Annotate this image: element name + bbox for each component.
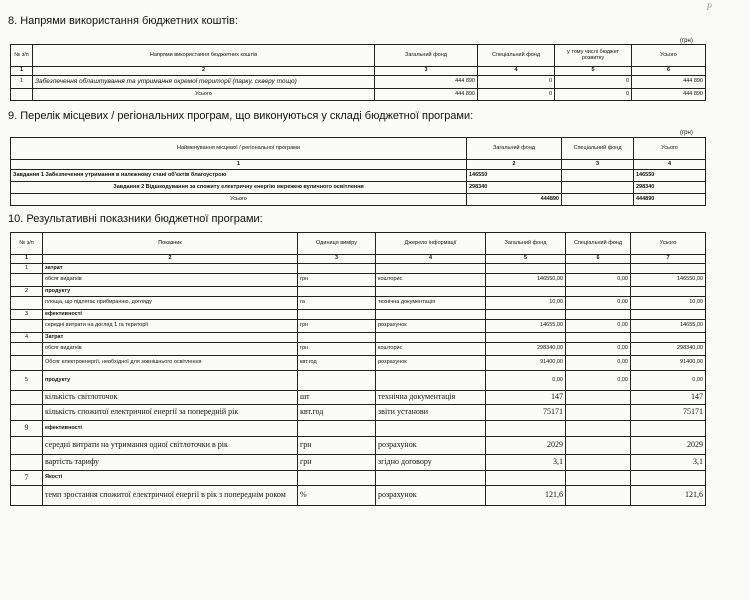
information-source bbox=[376, 310, 486, 320]
total-label: Усього bbox=[33, 89, 375, 101]
information-source: звіти установи bbox=[376, 405, 486, 421]
special-fund: 0 bbox=[478, 76, 555, 89]
special-fund: 0,00 bbox=[566, 320, 631, 333]
general-fund: 14655,00 bbox=[486, 320, 566, 333]
corner-mark: Р bbox=[706, 2, 712, 12]
section-8-units: (грн) bbox=[680, 38, 693, 44]
number-cell: 3 bbox=[298, 255, 376, 264]
general-fund: 298340 bbox=[467, 182, 562, 194]
indicator-name: обсяг видатків bbox=[43, 343, 298, 356]
special-fund: 0,00 bbox=[566, 297, 631, 310]
general-fund: 121,6 bbox=[486, 486, 566, 506]
indicator-group-row bbox=[11, 310, 706, 320]
indicator-name: середні витрати на догляд 1 га території bbox=[43, 320, 298, 333]
number-cell: 3 bbox=[562, 160, 634, 170]
indicator-name: кількість спожитої електричної енергії за попередній рік bbox=[43, 405, 298, 421]
row-total: 10,00 bbox=[631, 297, 706, 310]
header-cell: Спеціальний фонд bbox=[562, 138, 634, 160]
indicator-name: Обсяг електроенергії, необхідної для зовнішнього освітлення bbox=[43, 356, 298, 371]
indicator-group-row bbox=[11, 421, 706, 437]
total-general-fund: 444 890 bbox=[375, 89, 478, 101]
row-number: 7 bbox=[11, 471, 43, 486]
grand-total: 444890 bbox=[634, 194, 706, 206]
indicator-row bbox=[11, 274, 706, 287]
section-9-units: (грн) bbox=[680, 130, 693, 136]
unit-of-measure: квт.год bbox=[298, 405, 376, 421]
indicator-group-row bbox=[11, 371, 706, 391]
row-total: 298340 bbox=[634, 182, 706, 194]
number-cell: 2 bbox=[33, 67, 375, 76]
header-cell: Загальний фонд bbox=[467, 138, 562, 160]
general-fund bbox=[486, 471, 566, 486]
row-total: 444 890 bbox=[632, 76, 706, 89]
special-fund bbox=[566, 437, 631, 455]
special-fund bbox=[566, 287, 631, 297]
direction-name: Забезпечення облаштування та утримання окремої території (парку, скверу тощо) bbox=[33, 76, 375, 89]
general-fund bbox=[486, 333, 566, 343]
unit-of-measure: шт bbox=[298, 391, 376, 405]
table-row bbox=[11, 170, 706, 182]
grand-total: 444 890 bbox=[632, 89, 706, 101]
unit-of-measure: грн bbox=[298, 274, 376, 287]
general-fund: 146550 bbox=[467, 170, 562, 182]
row-total: 2029 bbox=[631, 437, 706, 455]
indicator-group-name: затрат bbox=[43, 264, 298, 274]
row-number bbox=[11, 297, 43, 310]
general-fund: 3,1 bbox=[486, 455, 566, 471]
row-total bbox=[631, 310, 706, 320]
unit-of-measure bbox=[298, 287, 376, 297]
table-numbering-row bbox=[11, 160, 706, 170]
number-cell: 6 bbox=[566, 255, 631, 264]
information-source bbox=[376, 264, 486, 274]
table-row bbox=[11, 182, 706, 194]
header-cell: № з/п bbox=[11, 233, 43, 255]
unit-of-measure bbox=[298, 310, 376, 320]
special-fund: 0,00 bbox=[566, 356, 631, 371]
information-source: технічна документація bbox=[376, 297, 486, 310]
header-cell: № з/п bbox=[11, 45, 33, 67]
row-number bbox=[11, 486, 43, 506]
total-development-budget: 0 bbox=[555, 89, 632, 101]
row-number: 1 bbox=[11, 76, 33, 89]
row-total: 3,1 bbox=[631, 455, 706, 471]
unit-of-measure bbox=[298, 371, 376, 391]
general-fund bbox=[486, 421, 566, 437]
row-number bbox=[11, 437, 43, 455]
indicator-group-name: продукту bbox=[43, 287, 298, 297]
number-cell: 4 bbox=[478, 67, 555, 76]
general-fund bbox=[486, 264, 566, 274]
row-number bbox=[11, 343, 43, 356]
unit-of-measure: га bbox=[298, 297, 376, 310]
information-source bbox=[376, 471, 486, 486]
indicator-row bbox=[11, 486, 706, 506]
special-fund bbox=[566, 310, 631, 320]
header-cell: Усього bbox=[631, 233, 706, 255]
number-cell: 7 bbox=[631, 255, 706, 264]
general-fund: 444 890 bbox=[375, 76, 478, 89]
row-total: 121,6 bbox=[631, 486, 706, 506]
section-10-title: 10. Результативні показники бюджетної програми: bbox=[8, 213, 263, 225]
information-source: згідно договору bbox=[376, 455, 486, 471]
indicator-name: темп зростання спожитої електричної енергії в рік з попереднім роком bbox=[43, 486, 298, 506]
special-fund bbox=[566, 264, 631, 274]
information-source: розрахунок bbox=[376, 486, 486, 506]
indicator-row bbox=[11, 297, 706, 310]
indicator-name: середні витрати на утримання одної світлоточки в рік bbox=[43, 437, 298, 455]
indicator-group-row bbox=[11, 264, 706, 274]
indicator-group-name: ефективності bbox=[43, 310, 298, 320]
number-cell: 2 bbox=[43, 255, 298, 264]
indicators-table bbox=[10, 232, 706, 506]
header-cell: Показник bbox=[43, 233, 298, 255]
number-cell: 5 bbox=[486, 255, 566, 264]
special-fund bbox=[566, 421, 631, 437]
general-fund: 298340,00 bbox=[486, 343, 566, 356]
number-cell: 4 bbox=[634, 160, 706, 170]
information-source bbox=[376, 287, 486, 297]
section-9-title: 9. Перелік місцевих / регіональних програм, що виконуються у складі бюджетної програми: bbox=[8, 110, 474, 122]
general-fund: 0,00 bbox=[486, 371, 566, 391]
number-cell: 1 bbox=[11, 160, 467, 170]
row-total: 298340,00 bbox=[631, 343, 706, 356]
header-cell: у тому числі бюджет розвитку bbox=[555, 45, 632, 67]
unit-of-measure: грн bbox=[298, 437, 376, 455]
indicator-group-name: Затрат bbox=[43, 333, 298, 343]
indicator-group-row bbox=[11, 471, 706, 486]
indicator-name: площа, що підлягає прибиранню, догляду bbox=[43, 297, 298, 310]
indicator-group-name: продукту bbox=[43, 371, 298, 391]
number-cell: 6 bbox=[632, 67, 706, 76]
program-name: Завдання 2 Відшкодування за спожиту електричну енергію мережею вуличного освітлення bbox=[11, 182, 467, 194]
unit-of-measure: грн bbox=[298, 455, 376, 471]
general-fund bbox=[486, 310, 566, 320]
unit-of-measure: грн bbox=[298, 320, 376, 333]
indicator-row bbox=[11, 437, 706, 455]
row-total bbox=[631, 421, 706, 437]
header-cell: Загальний фонд bbox=[486, 233, 566, 255]
special-fund bbox=[566, 455, 631, 471]
row-total: 75171 bbox=[631, 405, 706, 421]
row-total bbox=[631, 471, 706, 486]
information-source bbox=[376, 333, 486, 343]
row-number bbox=[11, 455, 43, 471]
header-cell: Найменування місцевої / регіональної програми bbox=[11, 138, 467, 160]
header-cell: Загальний фонд bbox=[375, 45, 478, 67]
table-header-row bbox=[11, 45, 706, 67]
header-cell: Напрями використання бюджетних коштів bbox=[33, 45, 375, 67]
table-header-row bbox=[11, 138, 706, 160]
programs-table bbox=[10, 137, 706, 206]
information-source: технічна документація bbox=[376, 391, 486, 405]
header-cell: Усього bbox=[632, 45, 706, 67]
indicator-name: вартість тарифу bbox=[43, 455, 298, 471]
information-source bbox=[376, 371, 486, 391]
row-number: 9 bbox=[11, 421, 43, 437]
header-cell: Одиниця виміру bbox=[298, 233, 376, 255]
table-numbering-row bbox=[11, 255, 706, 264]
general-fund: 146550,00 bbox=[486, 274, 566, 287]
row-number: 1 bbox=[11, 264, 43, 274]
indicator-name: кількість світлоточок bbox=[43, 391, 298, 405]
information-source: кошторис bbox=[376, 343, 486, 356]
header-cell: Усього bbox=[634, 138, 706, 160]
row-number bbox=[11, 391, 43, 405]
special-fund: 0,00 bbox=[566, 371, 631, 391]
number-cell: 4 bbox=[376, 255, 486, 264]
special-fund bbox=[562, 182, 634, 194]
row-total: 91400,00 bbox=[631, 356, 706, 371]
header-cell: Спеціальний фонд bbox=[566, 233, 631, 255]
directions-table bbox=[10, 44, 706, 101]
special-fund bbox=[566, 333, 631, 343]
number-cell: 1 bbox=[11, 255, 43, 264]
unit-of-measure bbox=[298, 471, 376, 486]
total-special-fund bbox=[562, 194, 634, 206]
indicator-group-row bbox=[11, 333, 706, 343]
general-fund: 147 bbox=[486, 391, 566, 405]
row-total: 0,00 bbox=[631, 371, 706, 391]
table-header-row bbox=[11, 233, 706, 255]
information-source: розрахунок bbox=[376, 437, 486, 455]
special-fund: 0,00 bbox=[566, 343, 631, 356]
row-total: 14655,00 bbox=[631, 320, 706, 333]
row-total bbox=[631, 287, 706, 297]
general-fund bbox=[486, 287, 566, 297]
row-total bbox=[631, 333, 706, 343]
number-cell: 2 bbox=[467, 160, 562, 170]
indicator-row bbox=[11, 320, 706, 333]
indicator-row bbox=[11, 356, 706, 371]
information-source: розрахунок bbox=[376, 356, 486, 371]
information-source bbox=[376, 421, 486, 437]
row-number: 5 bbox=[11, 371, 43, 391]
indicator-row bbox=[11, 405, 706, 421]
unit-of-measure bbox=[298, 264, 376, 274]
general-fund: 10,00 bbox=[486, 297, 566, 310]
row-number bbox=[11, 320, 43, 333]
indicator-row bbox=[11, 343, 706, 356]
special-fund bbox=[566, 405, 631, 421]
unit-of-measure bbox=[298, 421, 376, 437]
indicator-group-name: ефективності bbox=[43, 421, 298, 437]
unit-of-measure: квт.год bbox=[298, 356, 376, 371]
total-general-fund: 444890 bbox=[467, 194, 562, 206]
table-total-row bbox=[11, 89, 706, 101]
unit-of-measure bbox=[298, 333, 376, 343]
indicator-row bbox=[11, 455, 706, 471]
row-total: 146550 bbox=[634, 170, 706, 182]
number-cell: 1 bbox=[11, 67, 33, 76]
number-cell: 3 bbox=[375, 67, 478, 76]
general-fund: 75171 bbox=[486, 405, 566, 421]
table-row bbox=[11, 76, 706, 89]
indicator-group-name: Якості bbox=[43, 471, 298, 486]
special-fund bbox=[566, 486, 631, 506]
special-fund bbox=[566, 391, 631, 405]
row-total: 146550,00 bbox=[631, 274, 706, 287]
total-special-fund: 0 bbox=[478, 89, 555, 101]
unit-of-measure: грн bbox=[298, 343, 376, 356]
section-8-title: 8. Напрями використання бюджетних коштів: bbox=[8, 15, 238, 27]
development-budget: 0 bbox=[555, 76, 632, 89]
row-number: 4 bbox=[11, 333, 43, 343]
general-fund: 91400,00 bbox=[486, 356, 566, 371]
indicator-group-row bbox=[11, 287, 706, 297]
indicators-body bbox=[11, 264, 706, 506]
number-cell: 5 bbox=[555, 67, 632, 76]
special-fund: 0,00 bbox=[566, 274, 631, 287]
total-label: Усього bbox=[11, 194, 467, 206]
row-total bbox=[631, 264, 706, 274]
table-numbering-row bbox=[11, 67, 706, 76]
table-total-row bbox=[11, 194, 706, 206]
row-number bbox=[11, 405, 43, 421]
row-number bbox=[11, 274, 43, 287]
indicator-row bbox=[11, 391, 706, 405]
unit-of-measure: % bbox=[298, 486, 376, 506]
header-cell: Джерело інформації bbox=[376, 233, 486, 255]
special-fund bbox=[566, 471, 631, 486]
program-name: Завдання 1 Забезпечення утримання в належному стані об'єктів благоустрою bbox=[11, 170, 467, 182]
row-number: 2 bbox=[11, 287, 43, 297]
header-cell: Спеціальний фонд bbox=[478, 45, 555, 67]
information-source: розрахунок bbox=[376, 320, 486, 333]
row-number bbox=[11, 356, 43, 371]
row-total: 147 bbox=[631, 391, 706, 405]
general-fund: 2029 bbox=[486, 437, 566, 455]
row-number: 3 bbox=[11, 310, 43, 320]
indicator-name: обсяг видатків bbox=[43, 274, 298, 287]
information-source: кошторис bbox=[376, 274, 486, 287]
special-fund bbox=[562, 170, 634, 182]
